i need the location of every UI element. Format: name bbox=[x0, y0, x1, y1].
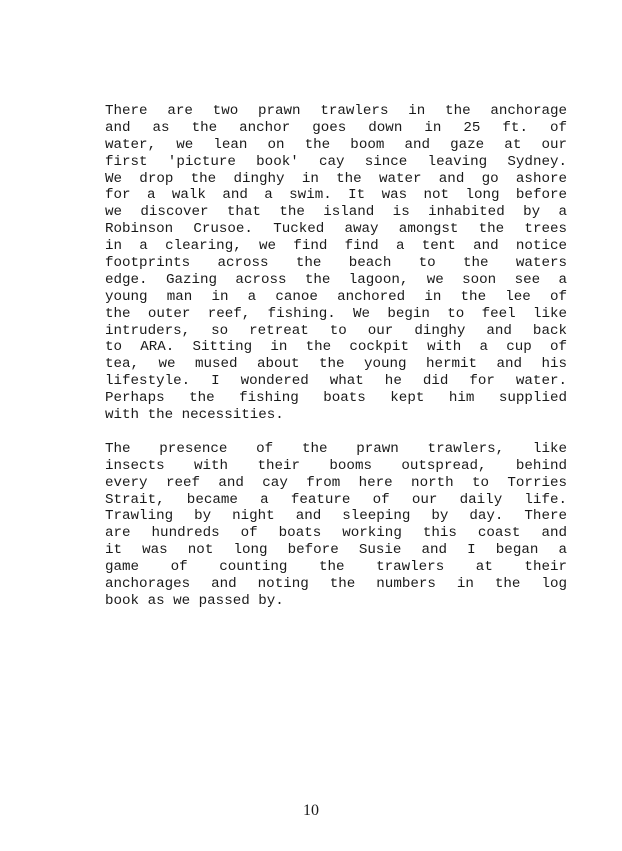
paragraph-2 bbox=[105, 441, 567, 610]
text-line: first 'picture book' cay since leaving Sydney. bbox=[105, 153, 567, 170]
text-line: in a clearing, we find find a tent and notice bbox=[105, 238, 567, 255]
text-line: game of counting the trawlers at their bbox=[105, 559, 567, 576]
text-line: are hundreds of boats working this coast and bbox=[105, 525, 567, 542]
text-line: The presence of the prawn trawlers, like bbox=[105, 440, 567, 457]
text-line: Robinson Crusoe. Tucked away amongst the trees bbox=[105, 221, 567, 238]
text-line: There are two prawn trawlers in the anchorage bbox=[105, 103, 567, 119]
text-line: for a walk and a swim. It was not long before bbox=[105, 187, 567, 204]
text-line: Strait, became a feature of our daily life. bbox=[105, 491, 567, 508]
text-line: lifestyle. I wondered what he did for water. bbox=[105, 373, 567, 390]
text-line: Perhaps the fishing boats kept him supplied bbox=[105, 390, 567, 407]
text-line: Trawling by night and sleeping by day. There bbox=[105, 508, 567, 525]
text-line: young man in a canoe anchored in the lee of bbox=[105, 288, 567, 305]
text-line: every reef and cay from here north to Torries bbox=[105, 474, 567, 491]
text-line: water, we lean on the boom and gaze at our bbox=[105, 136, 567, 153]
text-line: We drop the dinghy in the water and go ashore bbox=[105, 170, 567, 187]
text-line: edge. Gazing across the lagoon, we soon see a bbox=[105, 271, 567, 288]
paragraph-1 bbox=[105, 103, 567, 424]
text-line: intruders, so retreat to our dinghy and back bbox=[105, 322, 567, 339]
text-line: to ARA. Sitting in the cockpit with a cup of bbox=[105, 339, 567, 356]
text-line: it was not long before Susie and I began a bbox=[105, 542, 567, 559]
text-line: book as we passed by. bbox=[105, 592, 284, 609]
text-line: the outer reef, fishing. We begin to feel like bbox=[105, 305, 567, 322]
page-number: 10 bbox=[303, 802, 319, 819]
body-text bbox=[105, 103, 567, 610]
text-line: insects with their booms outspread, behind bbox=[105, 457, 567, 474]
text-line: and as the anchor goes down in 25 ft. of bbox=[105, 119, 567, 136]
text-line: we discover that the island is inhabited by a bbox=[105, 204, 567, 221]
text-line: tea, we mused about the young hermit and his bbox=[105, 356, 567, 373]
text-line: anchorages and noting the numbers in the log bbox=[105, 576, 567, 593]
text-line: with the necessities. bbox=[105, 407, 284, 424]
text-line: footprints across the beach to the waters bbox=[105, 255, 567, 272]
